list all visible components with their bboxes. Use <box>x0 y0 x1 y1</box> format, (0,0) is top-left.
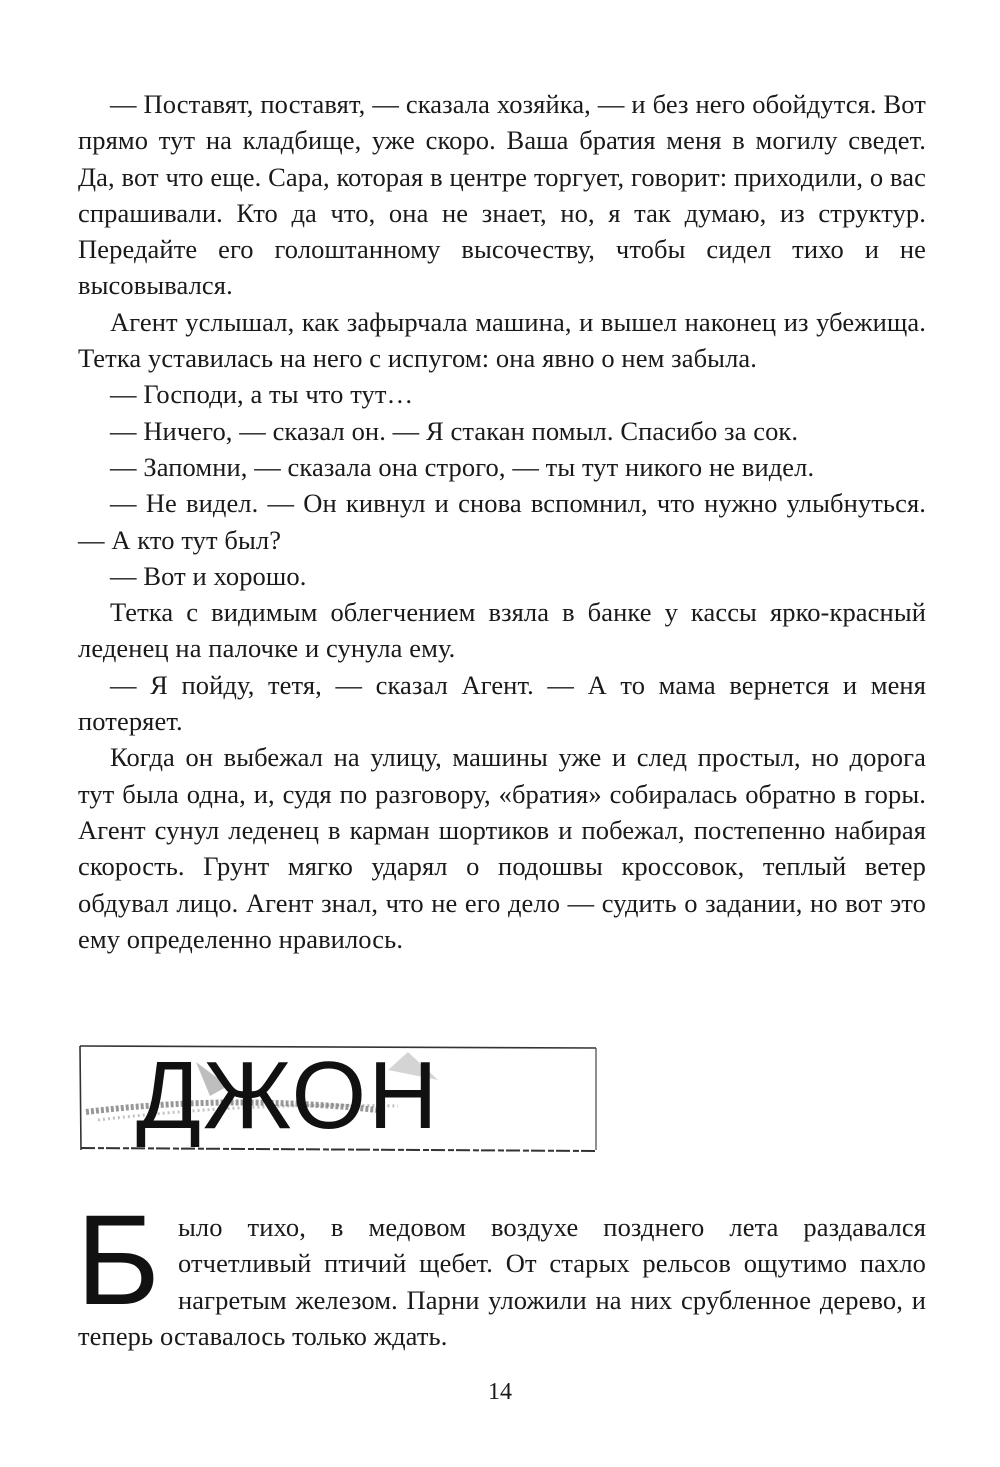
paragraph: — Ничего, — сказал он. — Я стакан помыл. Спасибо за сок. <box>110 415 799 446</box>
paragraph: Тетка с видимым облегчением взяла в банке у кассы ярко-красный леденец на палочке и сунула ему. <box>78 597 926 664</box>
paragraph: — Не видел. — Он кивнул и снова вспомнил, что нужно улыбнуться. — А кто тут был? <box>78 488 926 555</box>
drop-cap: Б <box>76 1189 160 1332</box>
page-number: 14 <box>488 1379 512 1405</box>
chapter-opening <box>76 1189 926 1354</box>
paragraph: — Поставят, поставят, — сказала хозяйка, — и без него обойдутся. Вот прямо тут на кладбище, уже скоро. Ваша братия меня в могилу сведет. Да, вот что еще. Сара, которая в центре торгует, говорит: приходили, о вас спрашивали. Кто да что, она не знает, но, я так думаю, из структур. Передайте его голоштанному высочеству, чтобы сидел тихо и не высовывался. <box>78 89 926 301</box>
paragraph: — Запомни, — сказала она строго, — ты тут никого не видел. <box>110 451 815 482</box>
paragraph: Агент услышал, как зафырчала машина, и вышел наконец из убежища. Тетка уставилась на него с испугом: она явно о нем забыла. <box>78 306 926 374</box>
paragraph: Когда он выбежал на улицу, машины уже и след простыл, но дорога тут была одна, и, судя по разговору, «братия» собиралась обратно в горы. Агент сунул леденец в карман шортиков и побежал, постепенно набирая скорость. Грунт мягко ударял о подошвы кроссовок, теплый ветер обдувал лицо. Агент знал, что не его дело — судить о задании, но вот это ему определенно нравилось. <box>78 742 926 954</box>
paragraph: — Господи, а ты что тут… <box>110 379 414 410</box>
opening-paragraph: ыло тихо, в медовом воздухе позднего лета раздавался отчетливый птичий щебет. От старых рельсов ощутимо пахло нагретым железом. Парни уложили на них срубленное дерево, и теперь оставалось только ждать. <box>78 1212 926 1351</box>
paragraph: — Я пойду, тетя, — сказал Агент. — А то мама вернется и меня потеряет. <box>78 669 926 737</box>
paragraph: — Вот и хорошо. <box>110 560 307 591</box>
chapter-heading <box>78 1040 598 1152</box>
chapter-title: ДЖОН <box>136 1042 440 1149</box>
body-text <box>78 86 926 957</box>
